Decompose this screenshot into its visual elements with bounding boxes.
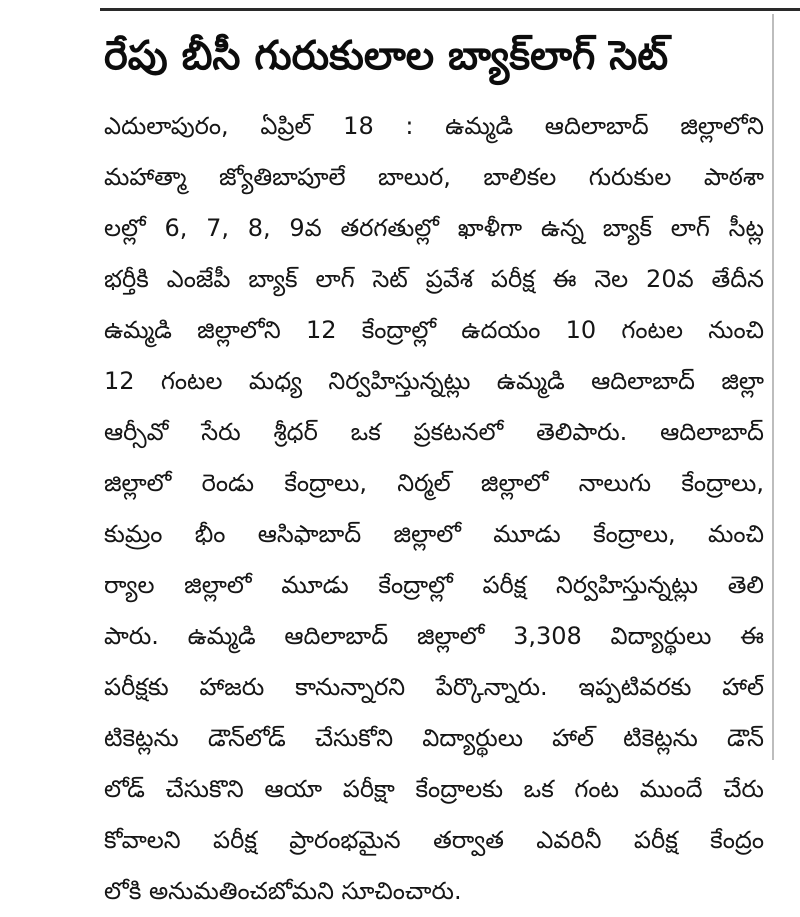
top-column-rule [100,8,800,11]
article-line: కుమ్రం భీం ఆసిఫాబాద్ జిల్లాలో మూడు కేంద్రాలు, మంచి [104,520,764,548]
article-line: లల్లో 6, 7, 8, 9వ తరగతుల్లో ఖాళీగా ఉన్న బ్యాక్ లాగ్ సీట్ల [104,214,764,242]
article-line: లోకి అనుమతించబోమని సూచించారు. [104,877,462,905]
article-line: పారు. ఉమ్మడి ఆదిలాబాద్ జిల్లాలో 3,308 విద్యార్థులు ఈ [104,622,764,650]
article-line: ఆర్సీవో సేరు శ్రీధర్ ఒక ప్రకటనలో తెలిపారు. ఆదిలాబాద్ [104,418,764,446]
article-line: ఉమ్మడి జిల్లాలోని 12 కేంద్రాల్లో ఉదయం 10 గంటల నుంచి [104,316,764,344]
article-line: ఎదులాపురం, ఏప్రిల్ 18 : ఉమ్మడి ఆదిలాబాద్ జిల్లాలోని [104,112,764,140]
article-line: భర్తీకి ఎంజేపీ బ్యాక్ లాగ్ సెట్ ప్రవేశ పరీక్ష ఈ నెల 20వ తేదీన [104,265,764,293]
article-headline: రేపు బీసీ గురుకులాల బ్యాక్‌లాగ్ సెట్ [104,33,669,79]
article-line: మహాత్మా జ్యోతిబాపూలే బాలుర, బాలికల గురుకుల పాఠశా [104,163,764,191]
article-line: ర్యాల జిల్లాలో మూడు కేంద్రాల్లో పరీక్ష నిర్వహిస్తున్నట్లు తెలి [104,571,764,599]
right-column-rule [772,14,774,760]
article-line: కోవాలని పరీక్ష ప్రారంభమైన తర్వాత ఎవరినీ పరీక్ష కేంద్రం [104,826,764,854]
article-line: జిల్లాలో రెండు కేంద్రాలు, నిర్మల్ జిల్లాలో నాలుగు కేంద్రాలు, [104,469,764,497]
article-body [104,101,764,917]
article-line: పరీక్షకు హాజరు కానున్నారని పేర్కొన్నారు. ఇప్పటివరకు హాల్ [104,673,764,701]
article-line: టికెట్లను డౌన్‌లోడ్ చేసుకోని విద్యార్థులు హాల్ టికెట్లను డౌన్ [104,724,764,752]
article-line: లోడ్ చేసుకొని ఆయా పరీక్షా కేంద్రాలకు ఒక గంట ముందే చేరు [104,775,764,803]
article-line: 12 గంటల మధ్య నిర్వహిస్తున్నట్లు ఉమ్మడి ఆదిలాబాద్ జిల్లా [104,367,764,395]
